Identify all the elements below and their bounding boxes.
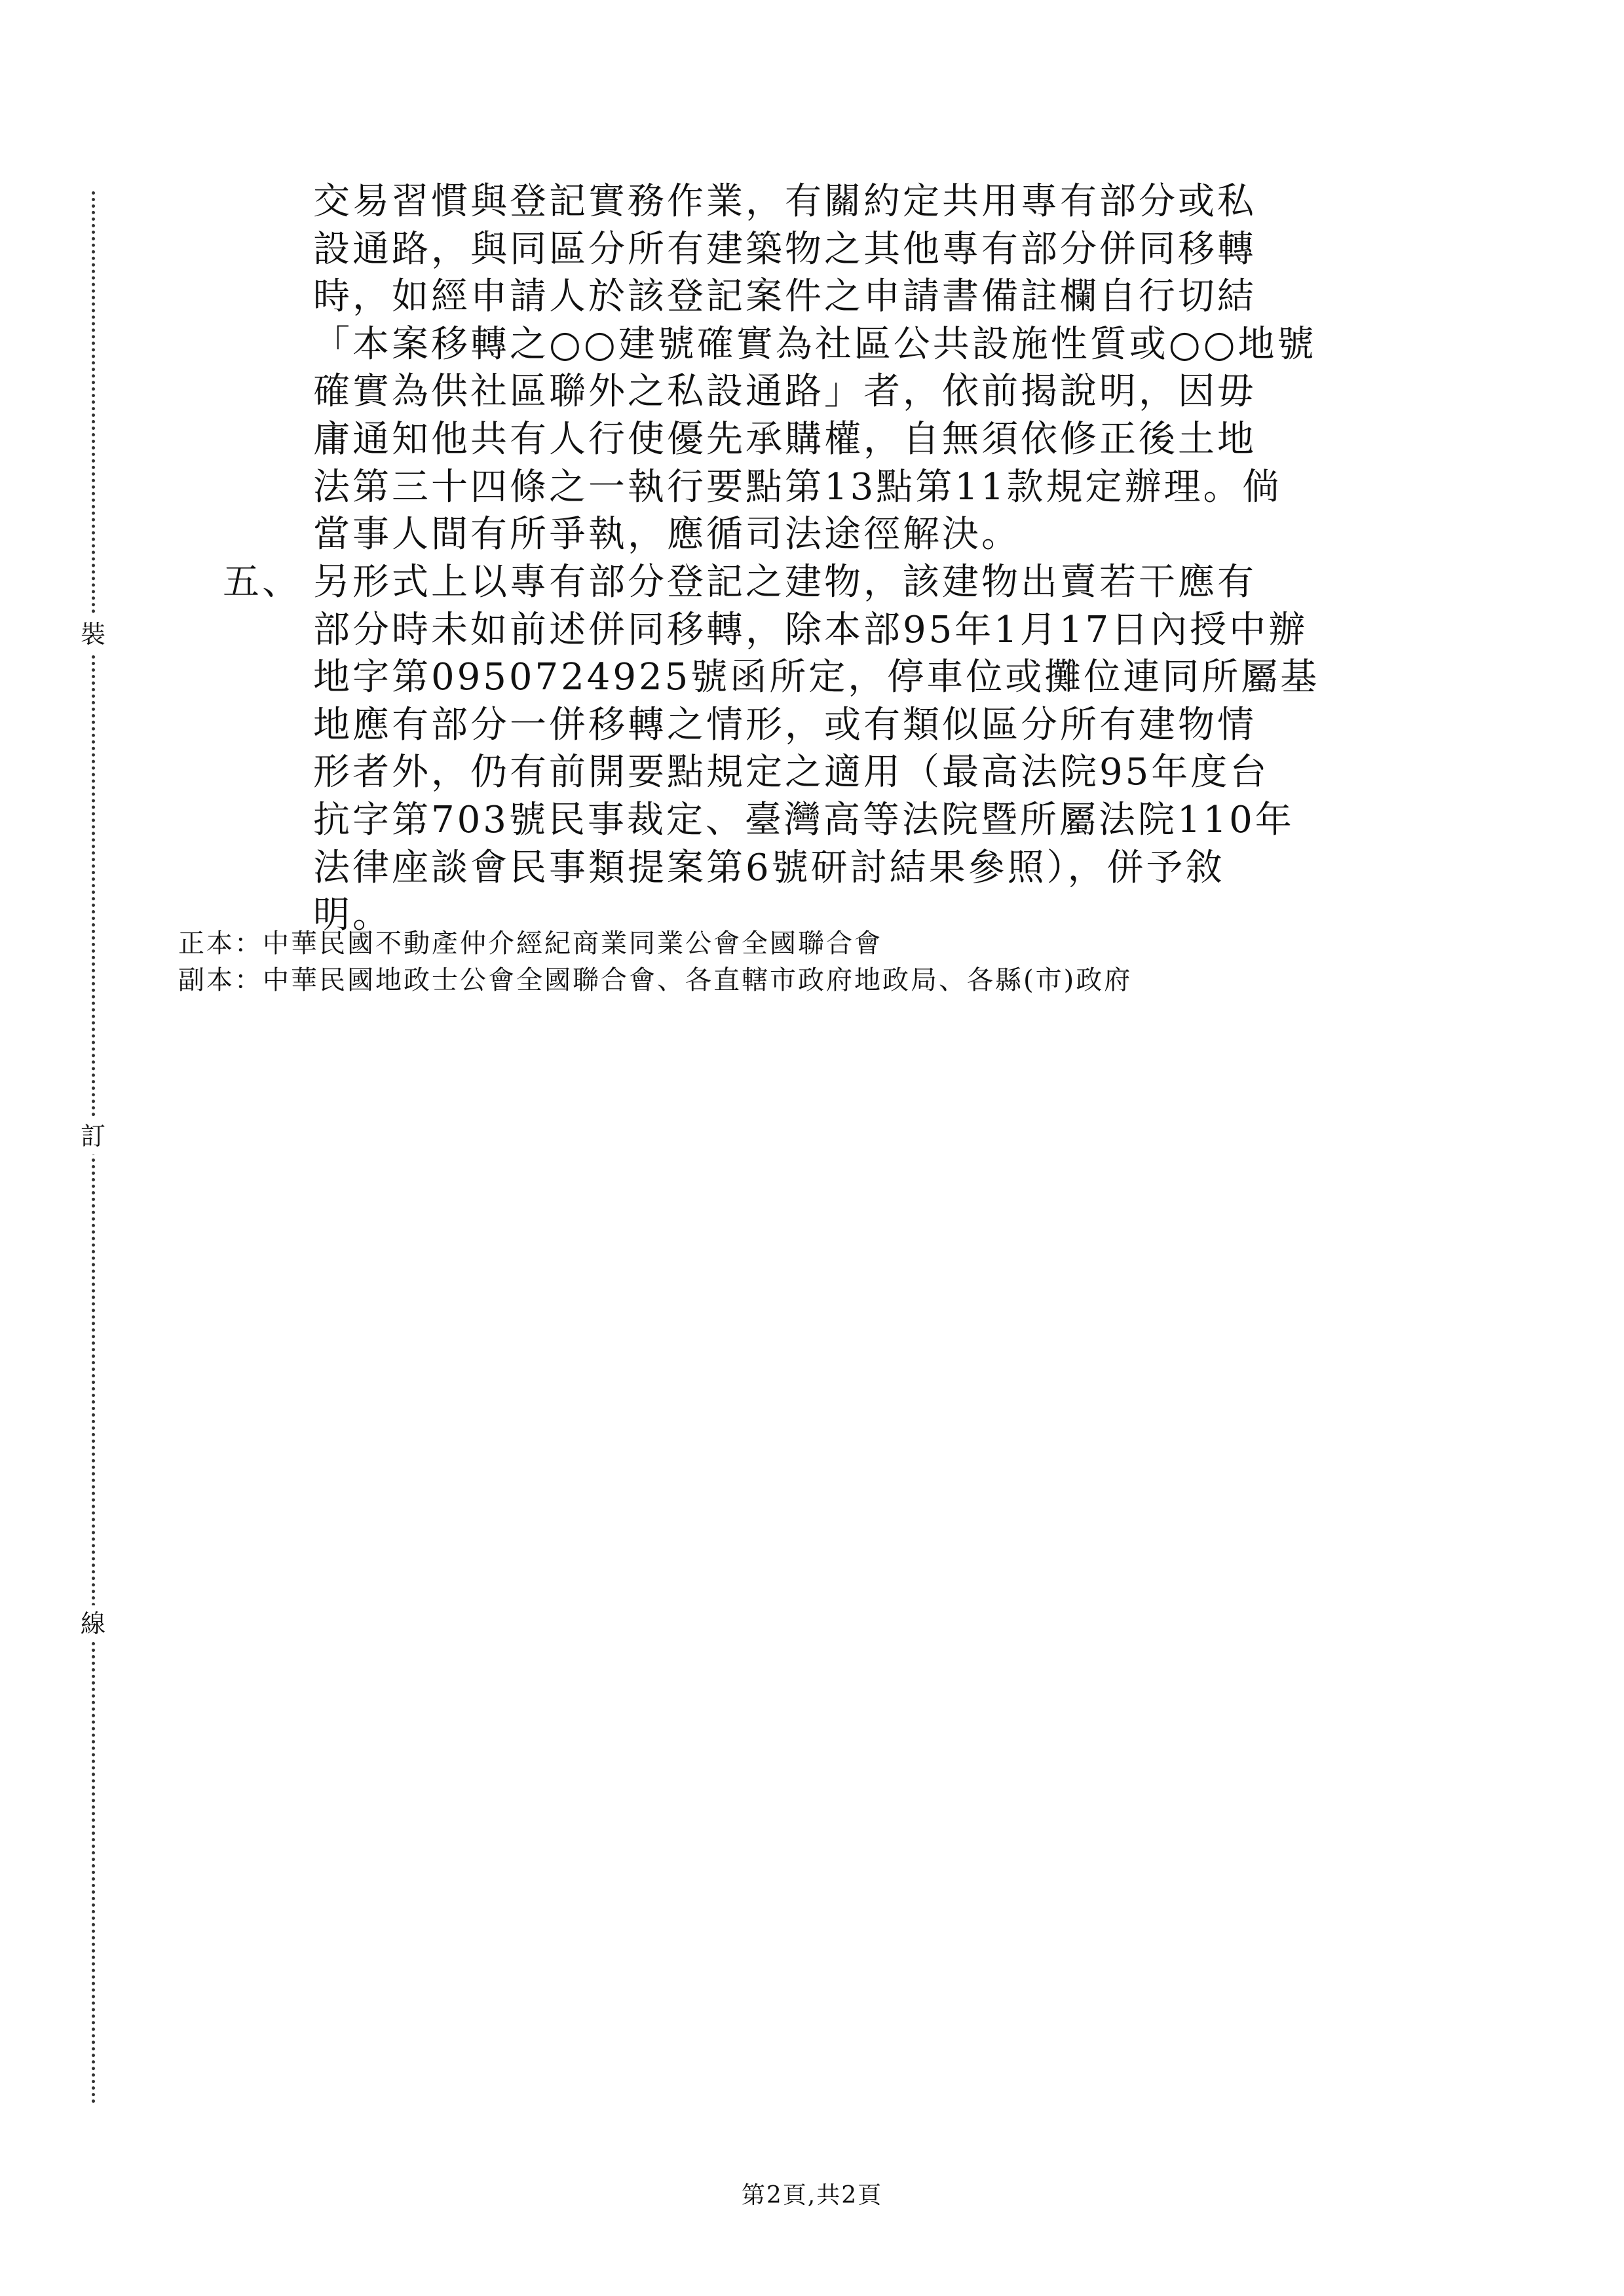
paragraph-line: 法第三十四條之一執行要點第13點第11款規定辦理。倘 xyxy=(313,465,1282,508)
paragraph-line: 明。 xyxy=(313,894,392,937)
item-five-paragraph xyxy=(313,559,1427,940)
continuation-paragraph xyxy=(313,178,1427,559)
original-recipient: 正本：中華民國不動產仲介經紀商業同業公會全國聯合會 xyxy=(178,928,882,959)
paragraph-line: 法律座談會民事類提案第6號研討結果參照），併予敘 xyxy=(313,846,1225,889)
paragraph-line: 抗字第703號民事裁定、臺灣高等法院暨所屬法院110年 xyxy=(313,798,1294,841)
page-number: 第2頁,共2頁 xyxy=(741,2182,883,2209)
paragraph-line: 形者外，仍有前開要點規定之適用（最高法院95年度台 xyxy=(313,751,1270,794)
paragraph-line: 地字第0950724925號函所定，停車位或攤位連同所屬基 xyxy=(313,656,1320,699)
paragraph-line: 設通路，與同區分所有建築物之其他專有部分併同移轉 xyxy=(313,227,1256,271)
paragraph-line: 當事人間有所爭執，應循司法途徑解決。 xyxy=(313,513,1021,556)
paragraph-line: 另形式上以專有部分登記之建物，該建物出賣若干應有 xyxy=(313,561,1256,603)
paragraph-line: 「本案移轉之○○建號確實為社區公共設施性質或○○地號 xyxy=(313,322,1317,366)
paragraph-line: 地應有部分一併移轉之情形，或有類似區分所有建物情 xyxy=(313,703,1256,746)
binding-char-xian: 線 xyxy=(75,1605,111,1642)
paragraph-line: 確實為供社區聯外之私設通路」者，依前揭說明，因毋 xyxy=(313,370,1256,413)
paragraph-line: 時，如經申請人於該登記案件之申請書備註欄自行切結 xyxy=(313,275,1256,318)
paragraph-line: 部分時未如前述併同移轉，除本部95年1月17日內授中辦 xyxy=(313,608,1308,651)
paragraph-line: 庸通知他共有人行使優先承購權，自無須依修正後土地 xyxy=(313,417,1256,461)
copy-recipients: 副本：中華民國地政士公會全國聯合會、各直轄市政府地政局、各縣(市)政府 xyxy=(178,965,1133,995)
paragraph-line: 交易習慣與登記實務作業，有關約定共用專有部分或私 xyxy=(313,180,1256,223)
binding-char-zhuang: 裝 xyxy=(75,616,111,653)
binding-char-ding: 訂 xyxy=(75,1118,111,1155)
item-five-marker: 五、 xyxy=(223,561,301,603)
